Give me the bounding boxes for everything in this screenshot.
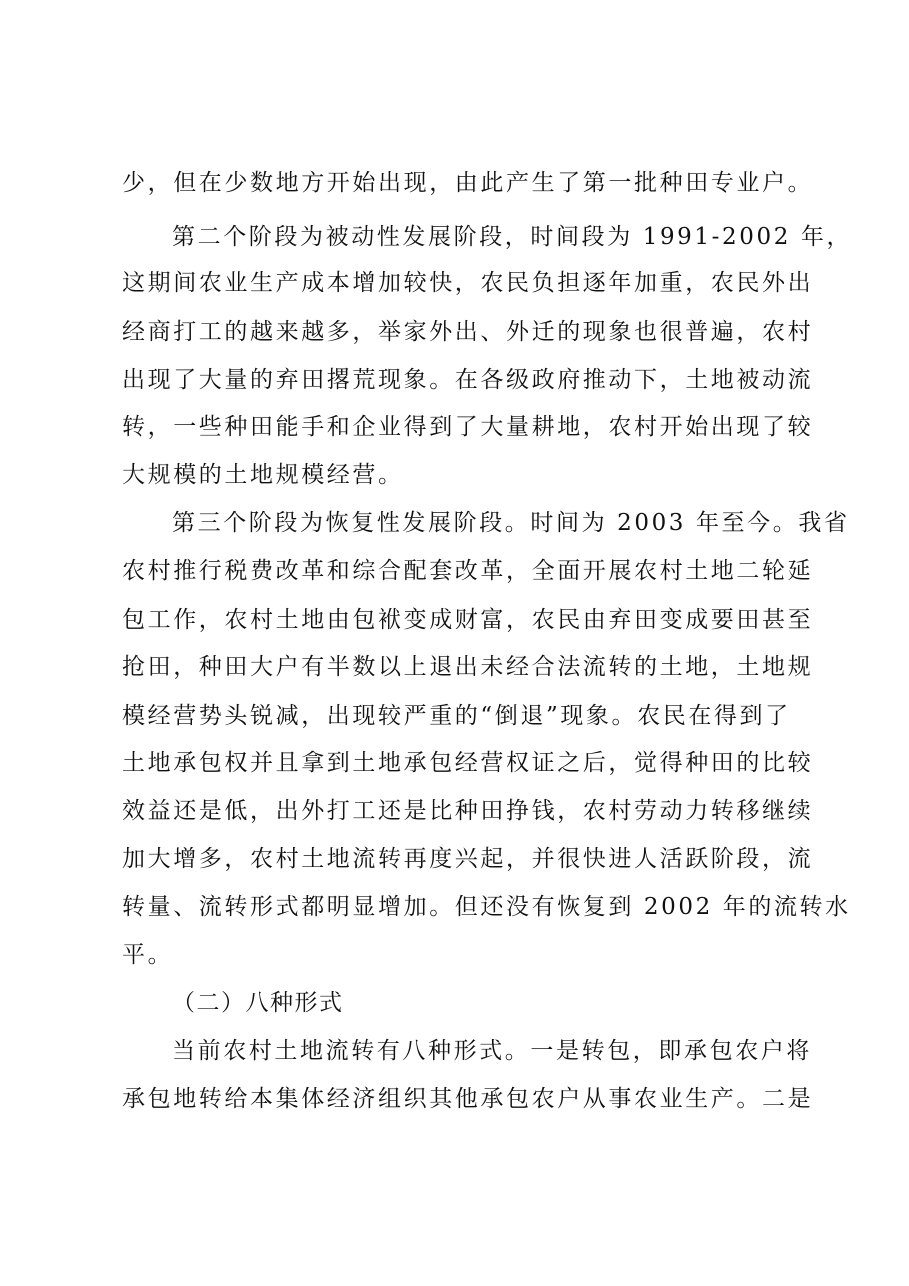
- text-line-3: 这期间农业生产成本增加较快，农民负担逐年加重，农民外出: [122, 270, 814, 296]
- text-line-2: 第二个阶段为被动性发展阶段，时间段为 1991-2002 年，: [172, 224, 853, 250]
- text-line-1: 少，但在少数地方开始出现，由此产生了第一批种田专业户。: [122, 170, 814, 196]
- text-line-20: 承包地转给本集体经济组织其他承包农户从事农业生产。二是: [122, 1086, 814, 1112]
- text-line-12: 模经营势头锐减，出现较严重的“倒退”现象。农民在得到了: [122, 703, 791, 729]
- text-line-16: 转量、流转形式都明显增加。但还没有恢复到 2002 年的流转水: [122, 894, 851, 920]
- text-line-8: 第三个阶段为恢复性发展阶段。时间为 2003 年至今。我省: [172, 510, 850, 536]
- text-line-15: 加大增多，农村土地流转再度兴起，并很快进人活跃阶段，流: [122, 846, 814, 872]
- text-line-10: 包工作，农村土地由包袱变成财富，农民由弃田变成要田甚至: [122, 607, 814, 633]
- text-line-11: 抢田，种田大户有半数以上退出未经合法流转的土地，土地规: [122, 654, 814, 680]
- section-heading: （二）八种形式: [172, 990, 344, 1016]
- text-line-19: 当前农村土地流转有八种形式。一是转包，即承包农户将: [172, 1038, 812, 1064]
- text-line-7: 大规模的土地规模经营。: [122, 462, 404, 488]
- text-line-17: 平。: [122, 942, 174, 968]
- text-line-13: 土地承包权并且拿到土地承包经营权证之后，觉得种田的比较: [122, 750, 814, 776]
- text-line-14: 效益还是低，出外打工还是比种田挣钱，农村劳动力转移继续: [122, 798, 814, 824]
- text-line-6: 转，一些种田能手和企业得到了大量耕地，农村开始出现了较: [122, 414, 814, 440]
- text-line-4: 经商打工的越来越多，举家外出、外迁的现象也很普遍，农村: [122, 319, 814, 345]
- text-line-9: 农村推行税费改革和综合配套改革，全面开展农村土地二轮延: [122, 558, 814, 584]
- text-line-5: 出现了大量的弃田撂荒现象。在各级政府推动下，土地被动流: [122, 367, 814, 393]
